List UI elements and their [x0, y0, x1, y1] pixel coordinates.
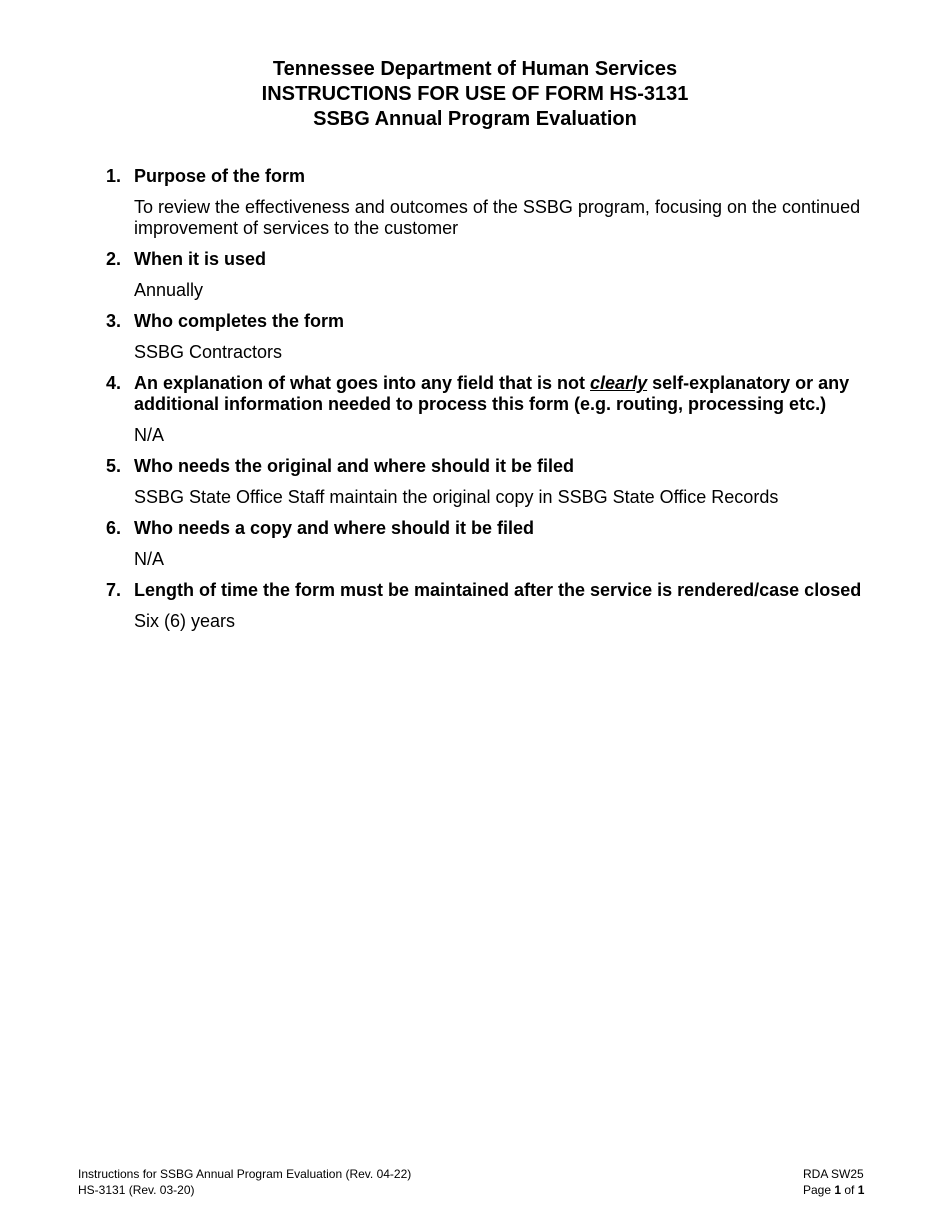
form-instructions-title: INSTRUCTIONS FOR USE OF FORM HS-3131: [261, 83, 689, 105]
instructions-list: [106, 166, 906, 642]
item-question: [134, 373, 906, 415]
page-label: Page: [803, 1183, 835, 1197]
footer-rda-code: RDA SW25: [803, 1167, 864, 1181]
item-answer: To review the effectiveness and outcomes of the SSBG program, focusing on the continued improvement of services to the customer: [134, 197, 861, 238]
item-question: Purpose of the form: [134, 166, 306, 186]
item-answer: SSBG State Office Staff maintain the original copy in SSBG State Office Records: [134, 487, 779, 507]
item-answer: N/A: [134, 425, 165, 445]
list-item: [106, 580, 906, 632]
list-item: [106, 518, 906, 570]
item-question: When it is used: [134, 249, 267, 269]
item-question: Length of time the form must be maintained after the service is rendered/case closed: [134, 580, 862, 600]
agency-title: Tennessee Department of Human Services: [272, 58, 678, 80]
item-answer: Annually: [134, 280, 204, 300]
total-pages: 1: [857, 1183, 865, 1197]
item-answer: Six (6) years: [134, 611, 236, 631]
item-question: Who needs the original and where should it be filed: [134, 456, 575, 476]
item-number: 7.: [106, 580, 122, 600]
footer-left: [78, 1166, 411, 1198]
question-text: An explanation of what goes into any field that is not: [134, 373, 591, 393]
item-answer: SSBG Contractors: [134, 342, 283, 362]
current-page: 1: [834, 1183, 842, 1197]
emphasis-text: clearly: [590, 373, 648, 393]
item-number: 3.: [106, 311, 122, 331]
form-name-title: SSBG Annual Program Evaluation: [313, 108, 637, 130]
page-number: [803, 1182, 869, 1198]
list-item: [106, 166, 906, 239]
document-header: [0, 57, 950, 132]
item-number: 6.: [106, 518, 122, 538]
footer-form-title: Instructions for SSBG Annual Program Evaluation (Rev. 04-22): [78, 1167, 412, 1181]
page-of-label: of: [841, 1183, 858, 1197]
item-number: 5.: [106, 456, 122, 476]
list-item: [106, 311, 906, 363]
item-question: Who needs a copy and where should it be filed: [134, 518, 535, 538]
question-text: self-explanatory or any additional information needed to process this form (e.g. routing, processing etc.): [134, 373, 850, 414]
list-item: [106, 373, 906, 446]
item-answer: N/A: [134, 549, 165, 569]
footer-form-revision: HS-3131 (Rev. 03-20): [78, 1183, 195, 1197]
item-question: Who completes the form: [134, 311, 345, 331]
list-item: [106, 456, 906, 508]
item-number: 2.: [106, 249, 122, 269]
item-number: 4.: [106, 373, 122, 393]
item-number: 1.: [106, 166, 122, 186]
list-item: [106, 249, 906, 301]
footer-right: [803, 1166, 869, 1198]
